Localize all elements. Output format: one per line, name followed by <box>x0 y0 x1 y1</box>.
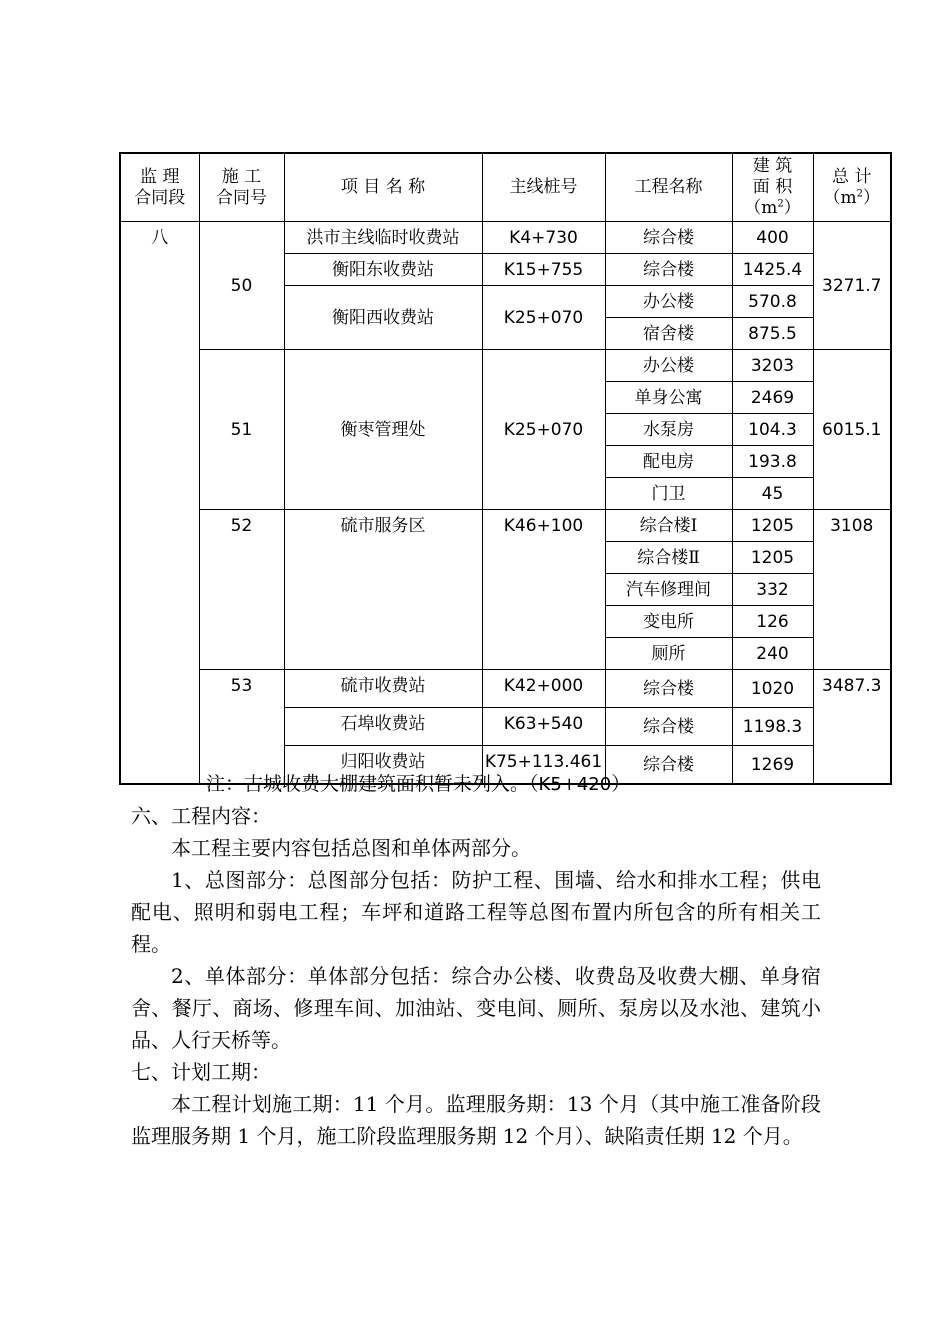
building-area-cell: 1269 <box>732 746 813 785</box>
stake-no-cell: K46+100 <box>482 510 605 670</box>
header-total: 总 计 $(m^2)$ <box>813 153 891 222</box>
project-name-cell: 石埠收费站 <box>284 708 482 746</box>
work-name-cell: 综合楼 <box>605 670 732 708</box>
building-area-cell: 3203 <box>732 350 813 382</box>
building-area-cell: 875.5 <box>732 318 813 350</box>
section-heading: 七、计划工期： <box>131 1060 271 1084</box>
work-name-cell: 宿舍楼 <box>605 318 732 350</box>
table-header-row <box>120 153 891 222</box>
work-name-cell: 单身公寓 <box>605 382 732 414</box>
building-area-cell: 332 <box>732 574 813 606</box>
building-area-cell: 400 <box>732 222 813 254</box>
stake-no-cell: K75+113.461 <box>482 746 605 785</box>
header-stake-no: 主线桩号 <box>482 153 605 222</box>
contract-no-cell: 53 <box>199 670 284 785</box>
work-name-cell: 综合楼Ⅱ <box>605 542 732 574</box>
building-area-cell: 2469 <box>732 382 813 414</box>
work-name-cell: 水泵房 <box>605 414 732 446</box>
header-project-name: 项 目 名 称 <box>284 153 482 222</box>
work-name-cell: 汽车修理间 <box>605 574 732 606</box>
project-name-cell: 洪市主线临时收费站 <box>284 222 482 254</box>
work-name-cell: 办公楼 <box>605 286 732 318</box>
stake-no-cell: K63+540 <box>482 708 605 746</box>
building-area-cell: 240 <box>732 638 813 670</box>
project-name-cell: 衡枣管理处 <box>284 350 482 510</box>
header-work-name: 工程名称 <box>605 153 732 222</box>
table-note: 注：古城收费大棚建筑面积暂未列入。（K5+420） <box>206 773 631 795</box>
document-body <box>131 800 821 1152</box>
paragraph: 2、单体部分：单体部分包括：综合办公楼、收费岛及收费大棚、单身宿舍、餐厅、商场、修理车间、加油站、变电间、厕所、泵房以及水池、建筑小品、人行天桥等。 <box>131 964 821 1052</box>
work-name-cell: 办公楼 <box>605 350 732 382</box>
project-name-cell: 衡阳西收费站 <box>284 286 482 350</box>
project-name-cell: 归阳收费站 <box>284 746 482 785</box>
building-area-cell: 104.3 <box>732 414 813 446</box>
work-name-cell: 综合楼 <box>605 746 732 785</box>
building-area-cell: 1020 <box>732 670 813 708</box>
building-area-cell: 193.8 <box>732 446 813 478</box>
contract-no-cell: 51 <box>199 350 284 510</box>
project-name-cell: 硫市服务区 <box>284 510 482 670</box>
project-name-cell: 衡阳东收费站 <box>284 254 482 286</box>
work-name-cell: 综合楼Ⅰ <box>605 510 732 542</box>
paragraph: 1、总图部分：总图部分包括：防护工程、围墙、给水和排水工程；供电配电、照明和弱电工程；车坪和道路工程等总图布置内所包含的所有相关工程。 <box>131 868 821 956</box>
building-area-cell: 1205 <box>732 542 813 574</box>
building-area-cell: 570.8 <box>732 286 813 318</box>
supervision-section-cell: 八 <box>120 222 199 785</box>
stake-no-cell: K42+000 <box>482 670 605 708</box>
project-area-table <box>119 152 892 785</box>
project-name-cell: 硫市收费站 <box>284 670 482 708</box>
building-area-cell: 45 <box>732 478 813 510</box>
work-name-cell: 综合楼 <box>605 254 732 286</box>
building-area-cell: 1198.3 <box>732 708 813 746</box>
stake-no-cell: K25+070 <box>482 286 605 350</box>
total-area-cell: 3487.3 <box>813 670 891 785</box>
total-area-cell: 6015.1 <box>813 350 891 510</box>
header-supervision-section: 监 理 合同段 <box>120 153 199 222</box>
building-area-cell: 1425.4 <box>732 254 813 286</box>
work-name-cell: 厕所 <box>605 638 732 670</box>
building-area-cell: 126 <box>732 606 813 638</box>
total-area-cell: 3271.7 <box>813 222 891 350</box>
table-row <box>120 510 891 542</box>
paragraph: 本工程主要内容包括总图和单体两部分。 <box>171 836 531 860</box>
work-name-cell: 变电所 <box>605 606 732 638</box>
table-row <box>120 670 891 708</box>
paragraph: 本工程计划施工期：11 个月。监理服务期：13 个月（其中施工准备阶段监理服务期 1 个月，施工阶段监理服务期 12 个月）、缺陷责任期 12 个月。 <box>131 1092 821 1148</box>
building-area-cell: 1205 <box>732 510 813 542</box>
stake-no-cell: K25+070 <box>482 350 605 510</box>
section-heading: 六、工程内容： <box>131 804 271 828</box>
work-name-cell: 门卫 <box>605 478 732 510</box>
contract-no-cell: 50 <box>199 222 284 350</box>
work-name-cell: 配电房 <box>605 446 732 478</box>
header-building-area: 建 筑 面 积 $(m^2)$ <box>732 153 813 222</box>
contract-no-cell: 52 <box>199 510 284 670</box>
stake-no-cell: K4+730 <box>482 222 605 254</box>
stake-no-cell: K15+755 <box>482 254 605 286</box>
work-name-cell: 综合楼 <box>605 222 732 254</box>
header-construction-contract: 施 工 合同号 <box>199 153 284 222</box>
table-row <box>120 350 891 382</box>
table-row <box>120 222 891 254</box>
work-name-cell: 综合楼 <box>605 708 732 746</box>
total-area-cell: 3108 <box>813 510 891 670</box>
